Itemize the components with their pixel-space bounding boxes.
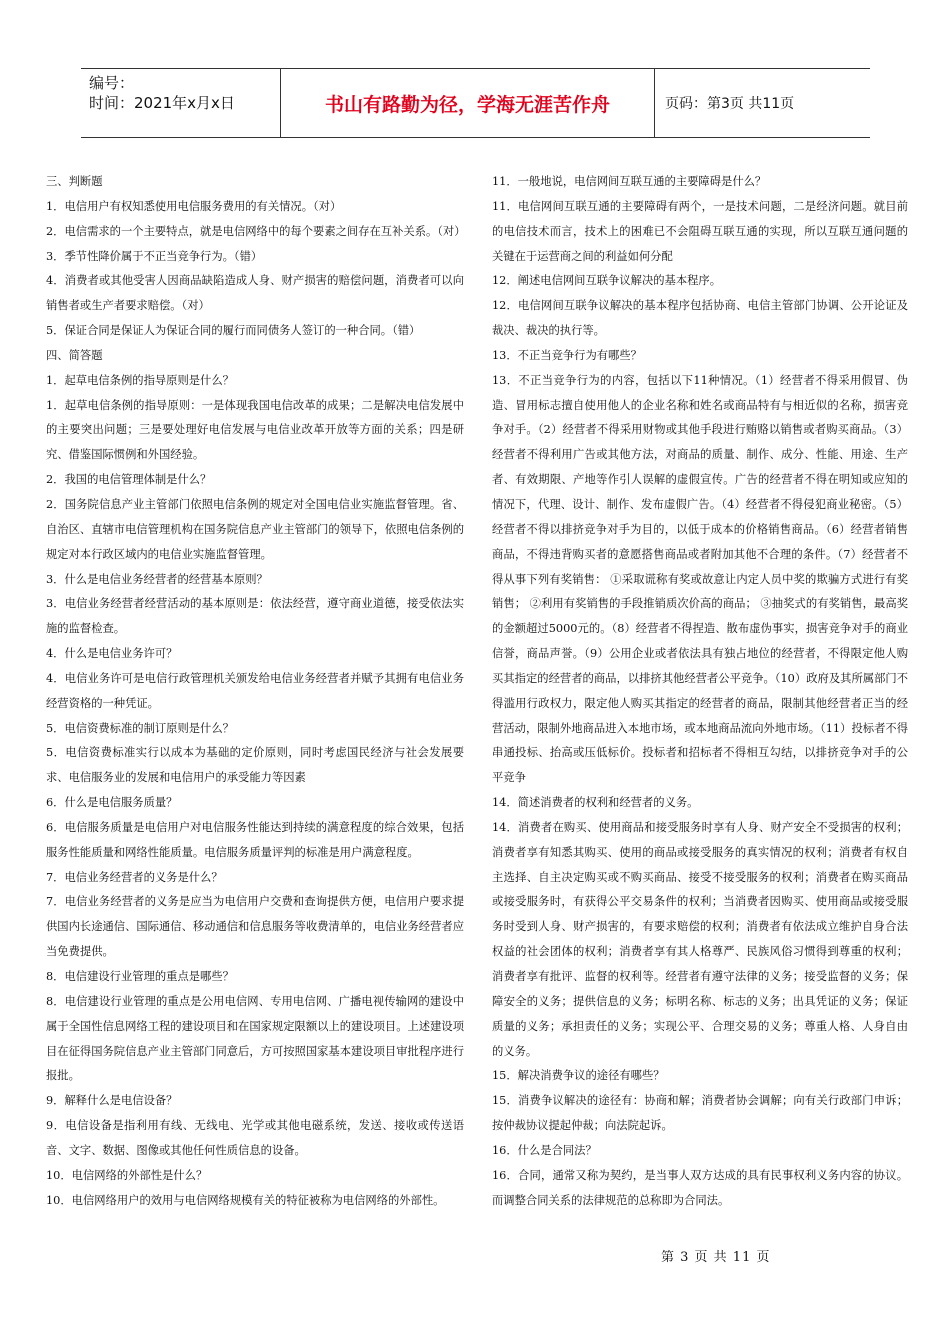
paragraph: 4．电信业务许可是电信行政管理机关颁发给电信业务经营者并赋予其拥有电信业务经营资格的一种凭证。 (46, 671, 464, 710)
paragraph: 6．什么是电信服务质量？ (46, 796, 178, 810)
paragraph: 2．我国的电信管理体制是什么？ (46, 473, 212, 487)
paragraph: 14．简述消费者的权利和经营者的义务。 (492, 796, 699, 810)
paragraph: 5．电信资费标准实行以成本为基础的定价原则，同时考虑国民经济与社会发展要求、电信服务业的发展和电信用户的承受能力等因素 (46, 746, 464, 785)
paragraph: 8．电信建设行业管理的重点是哪些？ (46, 970, 234, 983)
header-table (81, 68, 870, 138)
paragraph: 12．电信网间互联争议解决的基本程序包括协商、电信主管部门协调、公开论证及裁决、裁决的执行等。 (492, 299, 908, 338)
left-text-column (46, 170, 464, 1213)
paragraph: 15．解决消费争议的途径有哪些？ (492, 1069, 665, 1083)
paragraph: 14．消费者在购买、使用商品和接受服务时享有人身、财产安全不受损害的权利；消费者享有知悉其购买、使用的商品或接受服务的真实情况的权利；消费者有权自主选择、自主决定购买或不购买商品、接受不接受服务的权利；消费者在购买商品或接受服务时，有获得公平交易条件的权利；当消费者因购买、使用商品或接受服务时受到人身、财产损害的，有要求赔偿的权利；消费者有依法成立维护自身合法权益的社会团体的权利；消费者享有其人格尊严、民族风俗习惯得到尊重的权利；消费者享有批评、监督的权利等。经营者有遵守法律的义务；接受监督的义务；保障安全的义务；提供信息的义务；标明名称、标志的义务；出具凭证的义务；保证质量的义务；承担责任的义务；实现公平、合理交易的义务；尊重人格、人身自由的义务。 (492, 820, 908, 1058)
paragraph: 3．什么是电信业务经营者的经营基本原则？ (46, 572, 268, 586)
paragraph: 1．起草电信条例的指导原则是什么？ (46, 373, 234, 387)
header-left-cell (81, 69, 281, 137)
paragraph: 16．合同，通常又称为契约，是当事人双方达成的具有民事权利义务内容的协议。而调整合同关系的法律规范的总称即为合同法。 (492, 1168, 908, 1207)
paragraph: 13．不正当竞争行为有哪些？ (492, 348, 642, 362)
paragraph: 4．什么是电信业务许可？ (46, 647, 178, 661)
paragraph: 3．季节性降价属于不正当竞争行为。（错） (46, 249, 263, 263)
header-page-info: 页码：第3页 共11页 (665, 96, 795, 112)
paragraph: 10．电信网络的外部性是什么？ (46, 1168, 208, 1182)
paragraph: 7．电信业务经营者的义务是应当为电信用户交费和查询提供方便，电信用户要求提供国内长途通信、国际通信、移动通信和信息服务等收费清单的，电信业务经营者应当免费提供。 (46, 895, 464, 959)
paragraph: 12．阐述电信网间互联争议解决的基本程序。 (492, 274, 722, 288)
paragraph: 1．电信用户有权知悉使用电信服务费用的有关情况。（对） (46, 199, 342, 213)
header-motto: 书山有路勤为径，学海无涯苦作舟 (281, 69, 655, 137)
paragraph: 11．一般地说，电信网间互联互通的主要障碍是什么？ (492, 175, 767, 188)
page-footer: 第 3 页 共 11 页 (661, 1250, 771, 1265)
paragraph: 5．保证合同是保证人为保证合同的履行而同债务人签订的一种合同。（错） (46, 324, 421, 338)
right-text-column (492, 170, 908, 1213)
paragraph: 四、简答题 (46, 348, 103, 362)
paragraph: 2．电信需求的一个主要特点，就是电信网络中的每个要素之间存在互补关系。（对） (46, 224, 466, 238)
paragraph: 15．消费争议解决的途径有：协商和解；消费者协会调解；向有关行政部门申诉；按仲裁协议提起仲裁；向法院起诉。 (492, 1094, 908, 1133)
paragraph: 3．电信业务经营者经营活动的基本原则是：依法经营，遵守商业道德，接受依法实施的监督检查。 (46, 597, 464, 636)
paragraph: 13．不正当竞争行为的内容，包括以下11种情况。（1）经营者不得采用假冒、伪造、冒用标志擅自使用他人的企业名称和姓名或商品特有与相近似的名称，损害竞争对手。（2）经营者不得采用财物或其他手段进行贿赂以销售或者购买商品。（3）经营者不得利用广告或其他方法，对商品的质量、制作、成分、性能、用途、生产者、有效期限、产地等作引人误解的虚假宣传。广告的经营者不得在明知或应知的情况下，代理、设计、制作、发布虚假广告。（4）经营者不得侵犯商业秘密。（5）经营者不得以排挤竞争对手为目的，以低于成本的价格销售商品。（6）经营者销售商品，不得违背购买者的意愿搭售商品或者附加其他不合理的条件。（7）经营者不得从事下列有奖销售： ①采取谎称有奖或故意让内定人员中奖的欺骗方式进行有奖销售； ②利用有奖销售的手段推销质次价高的商品； ③抽奖式的有奖销售，最高奖的金额超过5000元的。（8）经营者不得捏造、散布虚伪事实，损害竞争对手的商业信誉，商品声誉。（9）公用企业或者依法具有独占地位的经营者，不得限定他人购买其指定的经营者的商品，以排挤其他经营者公平竞争。（10）政府及其所属部门不得滥用行政权力，限定他人购买其指定的经营者的商品，限制其他经营者正当的经营活动，限制外地商品进入本地市场，或本地商品流向外地市场。（11）投标者不得串通投标、抬高或压低标价。投标者和招标者不得相互勾结，以排挤竞争对手的公平竞争 (492, 373, 908, 785)
paragraph: 10．电信网络用户的效用与电信网络规模有关的特征被称为电信网络的外部性。 (46, 1193, 445, 1207)
paragraph: 9．电信设备是指利用有线、无线电、光学或其他电磁系统，发送、接收或传送语音、文字、数据、图像或其他任何性质信息的设备。 (46, 1119, 464, 1157)
paragraph: 5．电信资费标准的制订原则是什么？ (46, 721, 234, 735)
paragraph: 9．解释什么是电信设备？ (46, 1094, 178, 1108)
paragraph: 1．起草电信条例的指导原则：一是体现我国电信改革的成果；二是解决电信发展中的主要突出问题；三是要处理好电信发展与电信业改革开放等方面的关系；四是研究、借鉴国际惯例和外国经验。 (46, 398, 464, 462)
paragraph: 三、判断题 (46, 175, 103, 188)
paragraph: 4．消费者或其他受害人因商品缺陷造成人身、财产损害的赔偿问题，消费者可以向销售者或生产者要求赔偿。（对） (46, 274, 464, 313)
paragraph: 6．电信服务质量是电信用户对电信服务性能达到持续的满意程度的综合效果，包括服务性能质量和网络性能质量。电信服务质量评判的标准是用户满意程度。 (46, 820, 464, 859)
paragraph: 11．电信网间互联互通的主要障碍有两个，一是技术问题，二是经济问题。就目前的电信技术而言，技术上的困难已不会阻碍互联互通的实现，所以互联互通问题的关键在于运营商之间的利益如何分配 (492, 199, 908, 263)
document-date: 时间：2021年x月x日 (89, 94, 235, 112)
document-code-label: 编号： (89, 74, 135, 92)
paragraph: 8．电信建设行业管理的重点是公用电信网、专用电信网、广播电视传输网的建设中属于全国性信息网络工程的建设项目和在国家规定限额以上的建设项目。上述建设项目在征得国务院信息产业主管部门同意后，方可按照国家基本建设项目审批程序进行报批。 (46, 994, 464, 1083)
paragraph: 2．国务院信息产业主管部门依照电信条例的规定对全国电信业实施监督管理。省、自治区、直辖市电信管理机构在国务院信息产业主管部门的领导下，依照电信条例的规定对本行政区域内的电信业实施监督管理。 (46, 497, 464, 561)
paragraph: 16．什么是合同法？ (492, 1143, 597, 1157)
paragraph: 7．电信业务经营者的义务是什么？ (46, 870, 223, 884)
